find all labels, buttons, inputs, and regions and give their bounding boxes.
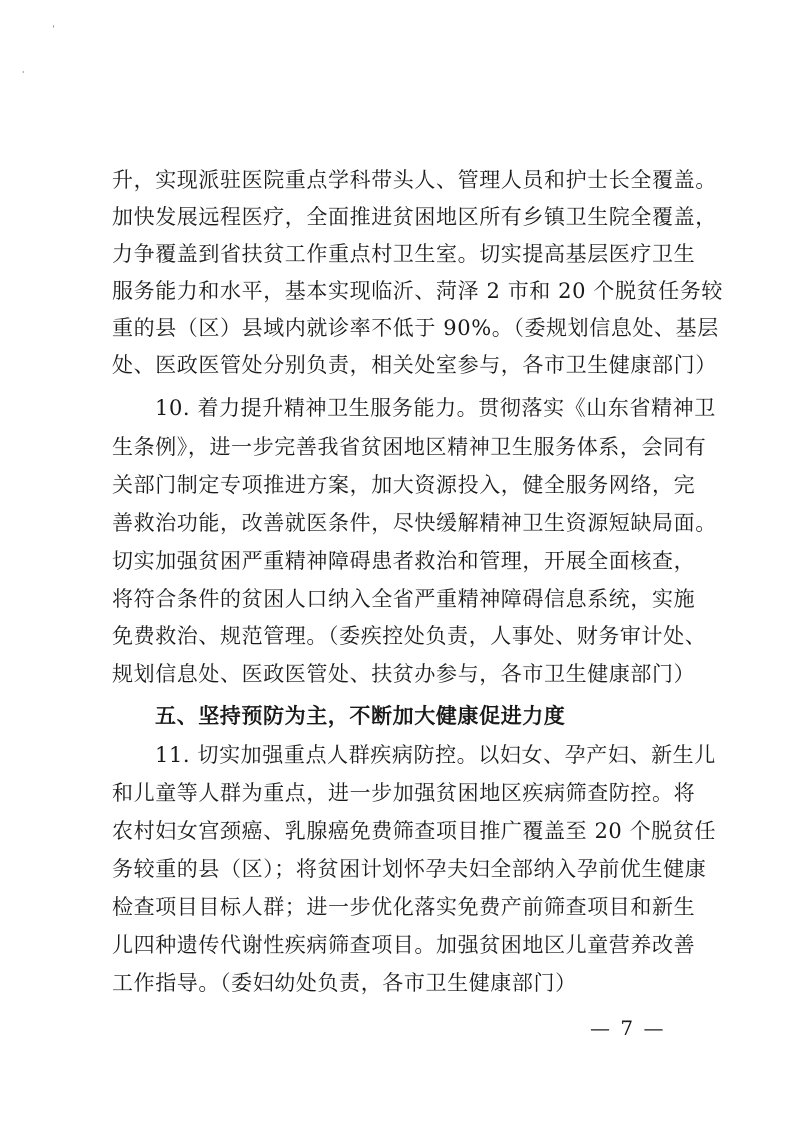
body-line: 工作指导。（委妇幼处负责，各市卫生健康部门） — [112, 971, 577, 995]
body-line: 善救治功能，改善就医条件，尽快缓解精神卫生资源短缺局面。 — [112, 511, 717, 535]
body-line: 关部门制定专项推进方案，加大资源投入，健全服务网络，完 — [112, 473, 696, 497]
page-number: — 7 — — [590, 1016, 666, 1040]
body-line: 务较重的县（区）；将贫困计划怀孕夫妇全部纳入孕前优生健康 — [112, 857, 707, 881]
body-line: 重的县（区）县域内就诊率不低于 90%。（委规划信息处、基层 — [112, 316, 719, 340]
body-line: 处、医政医管处分别负责，相关处室参与，各市卫生健康部门） — [112, 353, 717, 377]
body-line: 规划信息处、医政医管处、扶贫办参与，各市卫生健康部门） — [112, 662, 696, 686]
body-line: 切实加强贫困严重精神障碍患者救治和管理，开展全面核查， — [112, 549, 696, 573]
body-line: 和儿童等人群为重点，进一步加强贫困地区疾病筛查防控。将 — [112, 781, 696, 805]
body-line: 将符合条件的贫困人口纳入全省严重精神障碍信息系统，实施 — [112, 587, 696, 611]
scan-mark: ˌ — [22, 65, 25, 74]
paragraph-start-line: 11. 切实加强重点人群疾病防控。以妇女、孕产妇、新生儿 — [155, 743, 716, 767]
body-line: 服务能力和水平，基本实现临沂、菏泽 2 市和 20 个脱贫任务较 — [112, 279, 723, 303]
body-line: 免费救治、规范管理。（委疾控处负责，人事处、财务审计处、 — [112, 624, 707, 648]
body-line: 力争覆盖到省扶贫工作重点村卫生室。切实提高基层医疗卫生 — [112, 242, 696, 266]
body-line: 加快发展远程医疗，全面推进贫困地区所有乡镇卫生院全覆盖， — [112, 205, 717, 229]
body-line: 儿四种遗传代谢性疾病筛查项目。加强贫困地区儿童营养改善 — [112, 933, 696, 957]
scan-mark: ʼ — [52, 25, 55, 34]
body-line: 检查项目目标人群；进一步优化落实免费产前筛查项目和新生 — [112, 895, 696, 919]
body-line: 升，实现派驻医院重点学科带头人、管理人员和护士长全覆盖。 — [112, 168, 717, 192]
body-line: 生条例》，进一步完善我省贫困地区精神卫生服务体系，会同有 — [112, 435, 707, 459]
paragraph-start-line: 10. 着力提升精神卫生服务能力。贯彻落实《山东省精神卫 — [155, 396, 716, 420]
body-line: 农村妇女宫颈癌、乳腺癌免费筛查项目推广覆盖至 20 个脱贫任 — [112, 819, 717, 843]
section-heading: 五、坚持预防为主，不断加大健康促进力度 — [155, 704, 566, 728]
